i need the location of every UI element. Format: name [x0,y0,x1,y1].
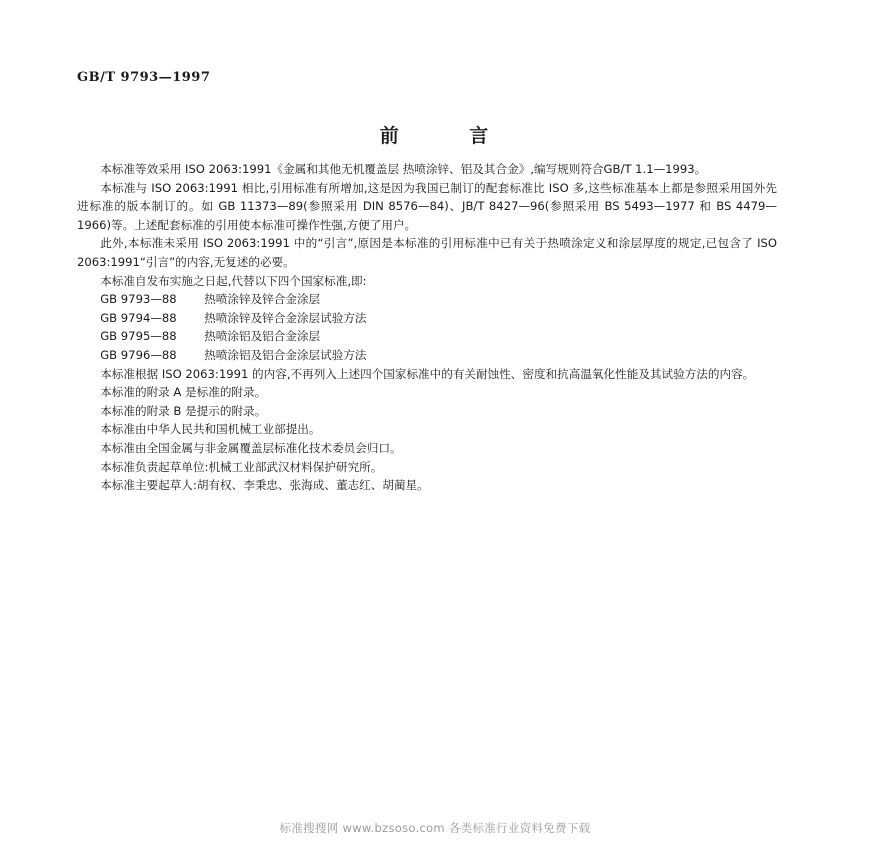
standard-title: 热喷涂铝及铝合金涂层 [204,329,321,344]
paragraph-drafters: 本标准主要起草人:胡有权、李秉忠、张海成、董志红、胡蔺星。 [100,478,429,493]
list-item [77,346,777,365]
paragraph-scope-change: 本标准根据 ISO 2063:1991 的内容,不再列入上述四个国家标准中的有关耐蚀性、密度和抗高温氧化性能及其试验方法的内容。 [100,366,755,381]
paragraph-references: 本标准与 ISO 2063:1991 相比,引用标准有所增加,这是因为我国已制订的配套标准比 ISO 多,这些标准基本上都是参照采用国外先进标准的版本制订的。如 GB 11373—89(参照采用 DIN 8576—84)、JB/T 8427—96(参照采用 BS 5493—1977 和 BS 4479—1966)等。上述配套标准的引用使本标准可操作性强,方便了用户。 [77,180,777,232]
standard-code-header: GB/T 9793—1997 [77,70,211,85]
list-item [77,290,777,309]
standard-code: GB 9796—88 [100,347,177,362]
list-item [77,327,777,346]
standard-code: GB 9794—88 [100,310,177,325]
paragraph-proposer: 本标准由中华人民共和国机械工业部提出。 [100,422,321,437]
standard-code: GB 9795—88 [100,329,177,344]
page-title: 前 言 [379,125,491,147]
standard-title: 热喷涂锌及锌合金涂层 [204,292,321,307]
paragraph-replacement: 本标准自发布实施之日起,代替以下四个国家标准,即: [100,273,367,288]
paragraph-appendix-b: 本标准的附录 B 是提示的附录。 [100,403,267,418]
paragraph-adoption: 本标准等效采用 ISO 2063:1991《金属和其他无机覆盖层 热喷涂锌、铝及其合金》,编写规则符合GB/T 1.1—1993。 [100,162,707,176]
paragraph-drafting-unit: 本标准负责起草单位:机械工业部武汉材料保护研究所。 [100,459,383,474]
standard-title: 热喷涂锌及锌合金涂层试验方法 [204,310,367,325]
standard-title: 热喷涂铝及铝合金涂层试验方法 [204,347,367,362]
paragraph-appendix-a: 本标准的附录 A 是标准的附录。 [100,385,267,400]
document-body [77,160,777,495]
watermark-footer: 标准搜搜网 www.bzsoso.com 各类标准行业资料免费下载 [279,821,591,835]
standard-code: GB 9793—88 [100,292,177,307]
paragraph-introduction: 此外,本标准未采用 ISO 2063:1991 中的“引言”,原因是本标准的引用标准中已有关于热喷涂定义和涂层厚度的规定,已包含了 ISO 2063:1991“引言”的内容,无复述的必要。 [77,236,777,269]
paragraph-committee: 本标准由全国金属与非金属覆盖层标准化技术委员会归口。 [100,440,402,455]
replaced-standards-list [77,290,777,364]
list-item [77,309,777,328]
